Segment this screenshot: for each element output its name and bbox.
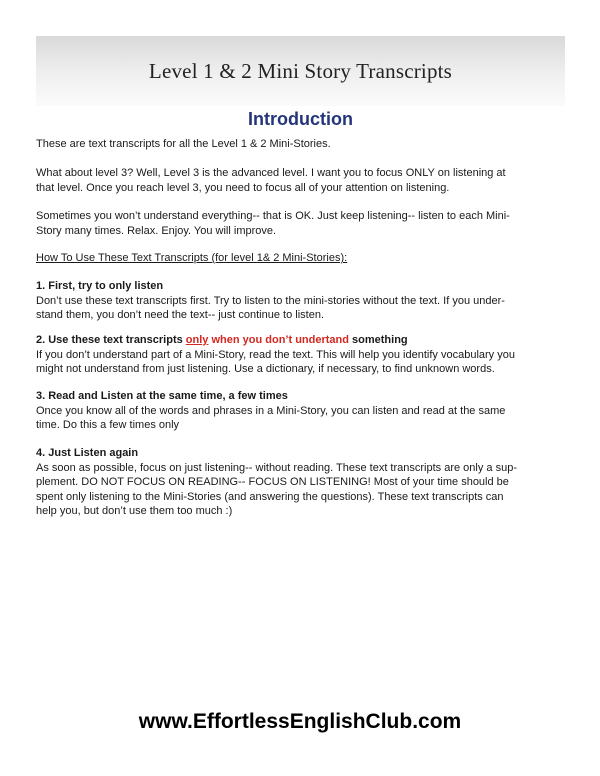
intro-paragraph-3 (36, 209, 567, 238)
intro-p2-line-1: What about level 3? Well, Level 3 is the advanced level. I want you to focus ONLY on listening at (36, 167, 506, 179)
step-4 (36, 446, 567, 519)
step-4-line-4: help you, but don’t use them too much :) (36, 505, 233, 517)
step-3-line-2: time. Do this a few times only (36, 419, 180, 431)
intro-paragraph-2 (36, 166, 567, 195)
intro-p3-line-2: Story many times. Relax. Enjoy. You will improve. (36, 224, 277, 237)
step-1-line-2: stand them, you don’t need the text-- just continue to listen. (36, 309, 325, 321)
step-1 (36, 279, 567, 323)
step-1-line-1: Don’t use these text transcripts first. Try to listen to the mini-stories without the text. If you under- (36, 294, 505, 307)
step-3-line-1: Once you know all of the words and phrases in a Mini-Story, you can listen and read at the same (36, 404, 506, 417)
step-2-line-2: might not understand from just listening. Use a dictionary, if necessary, to find unknown words. (36, 363, 495, 375)
step-4-line-3: spent only listening to the Mini-Stories (and answering the questions). These text transcripts can (36, 490, 504, 503)
footer-website-url: www.EffortlessEnglishClub.com (138, 710, 462, 733)
step-4-line-1: As soon as possible, focus on just listening-- without reading. These text transcripts are only a sup- (36, 461, 517, 474)
step-3 (36, 389, 567, 433)
how-to-heading (36, 251, 567, 266)
step-2-title-only: only (185, 334, 209, 346)
intro-p2-line-2: that level. Once you reach level 3, you need to focus all of your attention on listening. (36, 181, 450, 194)
step-2-title-part-4: something (348, 334, 408, 346)
step-4-line-2: plement. DO NOT FOCUS ON READING-- FOCUS ON LISTENING! Most of your time should be (36, 476, 509, 488)
intro-paragraph-1 (36, 137, 567, 152)
step-2-line-1: If you don’t understand part of a Mini-Story, read the text. This will help you identify vocabulary you (36, 348, 515, 361)
step-1-title: 1. First, try to only listen (36, 280, 164, 292)
step-4-title: 4. Just Listen again (36, 447, 139, 459)
step-2 (36, 333, 567, 377)
introduction-heading: Introduction (248, 109, 353, 129)
step-2-title-part-3: when you don’t undertand (208, 334, 349, 346)
step-3-title: 3. Read and Listen at the same time, a few times (36, 390, 288, 402)
document-title: Level 1 & 2 Mini Story Transcripts (148, 59, 453, 83)
intro-p1-text: These are text transcripts for all the Level 1 & 2 Mini-Stories. (36, 138, 331, 150)
intro-p3-line-1: Sometimes you won’t understand everything-- that is OK. Just keep listening-- listen to each Mini- (36, 210, 510, 222)
step-2-title-part-1: 2. Use these text transcripts (36, 334, 186, 346)
how-to-text: How To Use These Text Transcripts (for level 1& 2 Mini-Stories): (36, 252, 348, 264)
